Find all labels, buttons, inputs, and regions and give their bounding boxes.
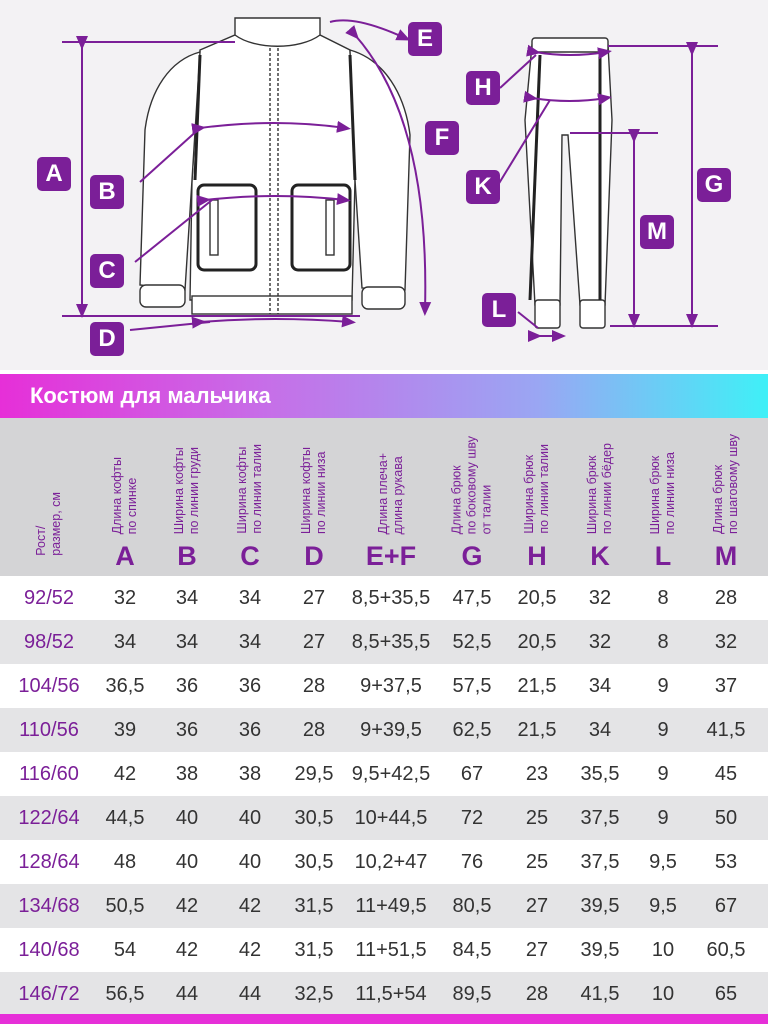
measure-cell: 10 bbox=[651, 983, 675, 1005]
measure-cell: 34 bbox=[175, 631, 199, 653]
measure-cell: 23 bbox=[525, 763, 549, 785]
size-cell: 116/60 bbox=[19, 763, 79, 785]
label-a-badge: A bbox=[37, 157, 71, 191]
header-letter: L bbox=[654, 541, 672, 571]
label-g-badge: G bbox=[697, 168, 731, 202]
measure-cell: 11+51,5 bbox=[355, 939, 427, 961]
measure-cell: 9 bbox=[657, 719, 669, 741]
header-letter: B bbox=[177, 541, 197, 571]
measure-cell: 53 bbox=[714, 851, 738, 873]
measure-cell: 44 bbox=[238, 983, 262, 1005]
header-col-7 bbox=[506, 418, 568, 576]
size-cell: 110/56 bbox=[19, 719, 79, 741]
measure-cell: 76 bbox=[460, 851, 484, 873]
measure-cell: 34 bbox=[238, 631, 262, 653]
table-row bbox=[0, 796, 768, 840]
measure-cell: 20,5 bbox=[517, 631, 557, 653]
measure-cell: 40 bbox=[238, 807, 262, 829]
header-col-2 bbox=[156, 418, 218, 576]
table-row bbox=[0, 708, 768, 752]
measure-cell: 32 bbox=[714, 631, 738, 653]
measure-cell: 10,2+47 bbox=[354, 851, 428, 873]
measure-cell: 35,5 bbox=[580, 763, 620, 785]
measure-cell: 34 bbox=[238, 587, 262, 609]
table-row bbox=[0, 664, 768, 708]
measure-cell: 37,5 bbox=[580, 851, 620, 873]
measure-cell: 48 bbox=[113, 851, 137, 873]
pants-drawing bbox=[525, 38, 612, 328]
measure-cell: 21,5 bbox=[517, 719, 557, 741]
label-l-badge: L bbox=[482, 293, 516, 327]
measure-cell: 8,5+35,5 bbox=[351, 587, 431, 609]
measure-cell: 8 bbox=[657, 587, 669, 609]
measure-cell: 28 bbox=[302, 719, 326, 741]
size-cell: 128/64 bbox=[18, 851, 80, 873]
measure-cell: 25 bbox=[525, 851, 549, 873]
measure-cell: 44 bbox=[175, 983, 199, 1005]
measure-cell: 9,5 bbox=[649, 851, 677, 873]
label-d-badge: D bbox=[90, 322, 124, 356]
measure-cell: 36,5 bbox=[105, 675, 145, 697]
header-label: Ширина кофты по линии груди bbox=[172, 446, 201, 534]
measure-cell: 9+39,5 bbox=[360, 719, 422, 741]
measure-cell: 62,5 bbox=[452, 719, 492, 741]
label-h-badge: H bbox=[466, 71, 500, 105]
measure-cell: 50 bbox=[714, 807, 738, 829]
measure-cell: 54 bbox=[113, 939, 137, 961]
table-row bbox=[0, 576, 768, 620]
table-row bbox=[0, 884, 768, 928]
header-label: Рост/ размер, см bbox=[34, 492, 63, 556]
measure-cell: 9,5+42,5 bbox=[351, 763, 431, 785]
measure-cell: 39,5 bbox=[580, 895, 620, 917]
header-col-10 bbox=[694, 418, 758, 576]
measure-cell: 9 bbox=[657, 763, 669, 785]
measure-cell: 11+49,5 bbox=[355, 895, 427, 917]
size-cell: 104/56 bbox=[18, 675, 80, 697]
measure-cell: 38 bbox=[175, 763, 199, 785]
measure-cell: 36 bbox=[175, 675, 199, 697]
measure-cell: 42 bbox=[238, 895, 262, 917]
page-title: Костюм для мальчика bbox=[30, 383, 271, 408]
measure-cell: 36 bbox=[175, 719, 199, 741]
measure-cell: 10+44,5 bbox=[354, 807, 428, 829]
size-cell: 146/72 bbox=[18, 983, 80, 1005]
measure-cell: 36 bbox=[238, 675, 262, 697]
measure-cell: 25 bbox=[525, 807, 549, 829]
header-letter: D bbox=[304, 541, 324, 571]
measure-cell: 32 bbox=[588, 587, 612, 609]
label-c-badge: C bbox=[90, 254, 124, 288]
measure-cell: 84,5 bbox=[452, 939, 492, 961]
title-bar bbox=[0, 374, 768, 418]
measure-cell: 20,5 bbox=[517, 587, 557, 609]
measure-cell: 34 bbox=[175, 587, 199, 609]
label-e-badge: E bbox=[408, 22, 442, 56]
header-col-1 bbox=[93, 418, 157, 576]
measure-cell: 28 bbox=[714, 587, 738, 609]
measure-cell: 34 bbox=[588, 675, 612, 697]
size-cell: 140/68 bbox=[18, 939, 80, 961]
measure-cell: 42 bbox=[113, 763, 137, 785]
header-letter: G bbox=[461, 541, 483, 571]
table-row bbox=[0, 752, 768, 796]
measure-cell: 52,5 bbox=[452, 631, 492, 653]
measure-cell: 9 bbox=[657, 675, 669, 697]
measure-cell: 72 bbox=[460, 807, 484, 829]
table-header bbox=[0, 418, 768, 576]
header-label: Ширина брюк по линии талии bbox=[522, 444, 551, 534]
measure-cell: 34 bbox=[113, 631, 137, 653]
header-col-3 bbox=[219, 418, 281, 576]
size-cell: 122/64 bbox=[18, 807, 80, 829]
measure-cell: 29,5 bbox=[294, 763, 334, 785]
measure-cell: 9+37,5 bbox=[360, 675, 422, 697]
measure-cell: 8 bbox=[657, 631, 669, 653]
header-letter: H bbox=[527, 541, 547, 571]
measure-cell: 39,5 bbox=[580, 939, 620, 961]
measure-cell: 28 bbox=[302, 675, 326, 697]
table-row bbox=[0, 840, 768, 884]
measure-cell: 50,5 bbox=[105, 895, 145, 917]
header-label: Ширина кофты по линии низа bbox=[299, 447, 328, 534]
measure-cell: 47,5 bbox=[452, 587, 492, 609]
header-letter: M bbox=[714, 541, 738, 571]
measure-cell: 30,5 bbox=[294, 851, 334, 873]
header-col-0 bbox=[4, 418, 94, 576]
measure-cell: 42 bbox=[238, 939, 262, 961]
table-row bbox=[0, 620, 768, 664]
measure-cell: 27 bbox=[525, 895, 549, 917]
measure-cell: 30,5 bbox=[294, 807, 334, 829]
measure-cell: 41,5 bbox=[706, 719, 746, 741]
label-b-badge: B bbox=[90, 175, 124, 209]
measure-cell: 39 bbox=[113, 719, 137, 741]
measure-cell: 65 bbox=[714, 983, 738, 1005]
measure-cell: 31,5 bbox=[294, 939, 334, 961]
size-cell: 134/68 bbox=[18, 895, 80, 917]
measure-cell: 38 bbox=[238, 763, 262, 785]
measure-cell: 67 bbox=[714, 895, 738, 917]
measure-cell: 41,5 bbox=[580, 983, 620, 1005]
header-label: Ширина брюк по линии низа bbox=[648, 451, 677, 534]
measure-cell: 80,5 bbox=[452, 895, 492, 917]
header-col-4 bbox=[283, 418, 345, 576]
header-col-8 bbox=[569, 418, 631, 576]
measure-cell: 34 bbox=[588, 719, 612, 741]
header-letter: E+F bbox=[365, 541, 417, 571]
measure-cell: 60,5 bbox=[706, 939, 746, 961]
measure-cell: 42 bbox=[175, 895, 199, 917]
measure-cell: 9,5 bbox=[649, 895, 677, 917]
measure-cell: 37,5 bbox=[580, 807, 620, 829]
measure-cell: 40 bbox=[175, 807, 199, 829]
header-label: Длина брюк по шаговому шву bbox=[711, 434, 740, 534]
measure-cell: 8,5+35,5 bbox=[351, 631, 431, 653]
measure-cell: 10 bbox=[651, 939, 675, 961]
measure-cell: 27 bbox=[302, 631, 326, 653]
measure-cell: 31,5 bbox=[294, 895, 334, 917]
measure-cell: 37 bbox=[714, 675, 738, 697]
bottom-accent-bar bbox=[0, 1014, 768, 1024]
measure-cell: 45 bbox=[714, 763, 738, 785]
header-label: Длина брюк по боковому шву от талии bbox=[449, 435, 494, 534]
measure-cell: 21,5 bbox=[517, 675, 557, 697]
header-letter: K bbox=[590, 541, 610, 571]
measure-cell: 32 bbox=[588, 631, 612, 653]
header-label: Длина плеча+ длина рукава bbox=[376, 452, 405, 534]
table-row bbox=[0, 972, 768, 1016]
label-k-badge: K bbox=[466, 170, 500, 204]
header-col-5 bbox=[345, 418, 437, 576]
header-label: Ширина кофты по линии талии bbox=[235, 444, 264, 534]
jacket-drawing bbox=[140, 18, 410, 314]
label-f-badge: F bbox=[425, 121, 459, 155]
measure-cell: 56,5 bbox=[105, 983, 145, 1005]
measure-cell: 67 bbox=[460, 763, 484, 785]
table-row bbox=[0, 928, 768, 972]
garment-diagram bbox=[0, 0, 768, 370]
header-col-6 bbox=[437, 418, 507, 576]
measure-cell: 27 bbox=[302, 587, 326, 609]
measure-cell: 36 bbox=[238, 719, 262, 741]
size-cell: 92/52 bbox=[23, 587, 75, 609]
measure-cell: 27 bbox=[525, 939, 549, 961]
measure-cell: 32 bbox=[113, 587, 137, 609]
measure-cell: 11,5+54 bbox=[355, 983, 427, 1005]
measure-cell: 40 bbox=[238, 851, 262, 873]
measure-cell: 42 bbox=[175, 939, 199, 961]
header-label: Длина кофты по спинке bbox=[110, 456, 139, 534]
measure-cell: 32,5 bbox=[294, 983, 334, 1005]
header-letter: A bbox=[115, 541, 135, 571]
header-col-9 bbox=[632, 418, 694, 576]
measure-cell: 44,5 bbox=[105, 807, 145, 829]
measure-cell: 89,5 bbox=[452, 983, 492, 1005]
header-letter: C bbox=[240, 541, 260, 571]
measure-cell: 9 bbox=[657, 807, 669, 829]
size-cell: 98/52 bbox=[23, 631, 75, 653]
measure-cell: 57,5 bbox=[452, 675, 492, 697]
label-m-badge: M bbox=[640, 215, 674, 249]
measure-cell: 28 bbox=[525, 983, 549, 1005]
measure-cell: 40 bbox=[175, 851, 199, 873]
header-label: Ширина брюк по линии бёдер bbox=[585, 442, 614, 534]
